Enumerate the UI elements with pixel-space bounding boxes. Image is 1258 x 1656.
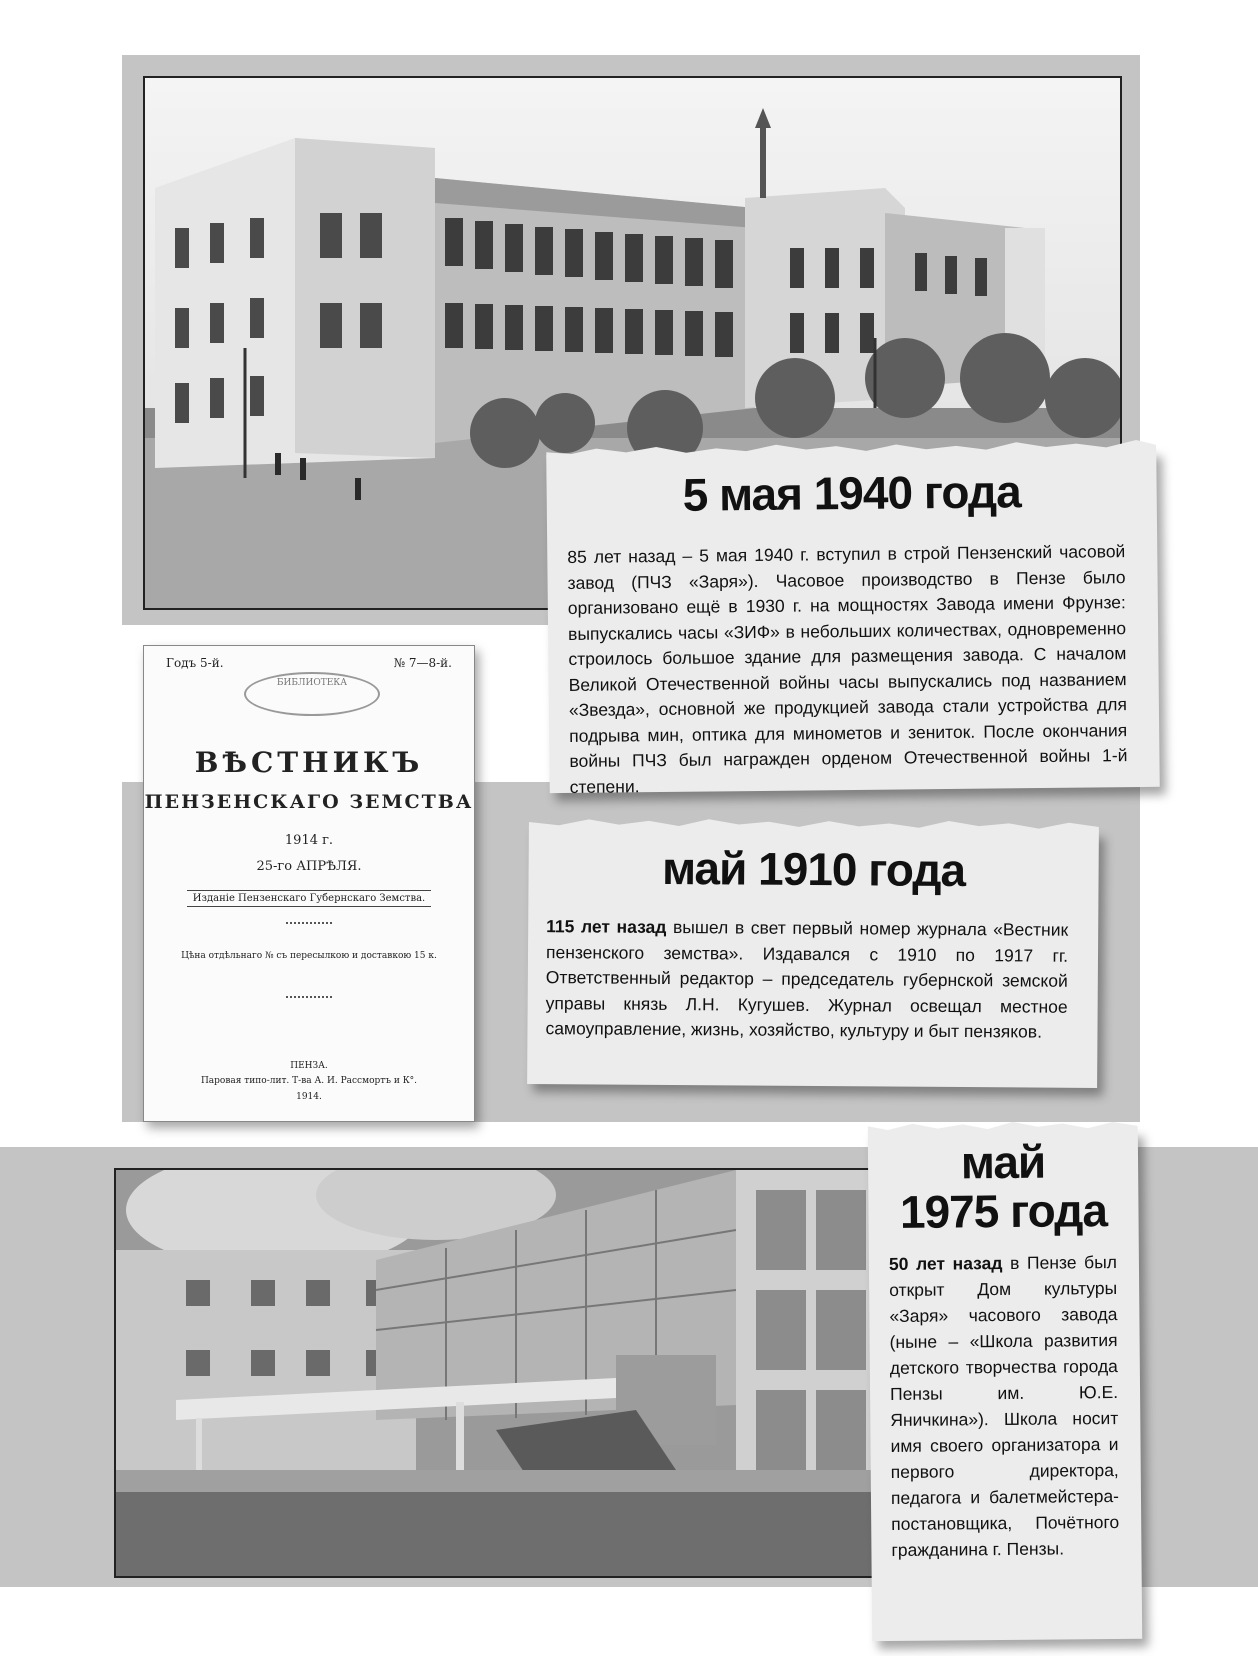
- body-1940: 85 лет назад – 5 мая 1940 г. вступил в строй Пензенский часовой завод (ПЧЗ «Заря»). Часовое производство в Пензе было организовано ещё в 1930 г. на мощностях Завода имени Фрунзе: выпускались часы «ЗИФ» в небольших количествах, одновременно строилось большое здание для размещения завода. С началом Великой Отечественной войны часы выпускались под названием «Звезда», основной же продукцией завода стали устройства для подрыва мин, оптика для минометов и зениток. После окончания войны ПЧЗ был награжден орденом Отечественной войны 1-й степени.: [567, 541, 1128, 797]
- magazine-issue-label: № 7—8-й.: [393, 656, 452, 670]
- torn-edge-decoration: [868, 1119, 1138, 1133]
- body-1975-text: в Пензе был открыт Дом культуры «Заря» часового завода (ныне – «Школа развития детского творчества города Пензы им. Ю.Е. Яничкина»). Школа носит имя своего организатора и первого директора, педагога и балетмейстера-постановщика, Почётного гражданина г. Пензы.: [889, 1252, 1120, 1560]
- magazine-publisher: [144, 886, 474, 905]
- body-1975: [869, 1249, 1142, 1563]
- magazine-year: 1914 г.: [284, 833, 334, 848]
- ornament-divider: [286, 922, 332, 924]
- lead-1975: 50 лет назад: [888, 1253, 1003, 1275]
- note-1940: [546, 449, 1160, 797]
- heading-1975-line2: 1975 года: [899, 1184, 1108, 1238]
- library-stamp: [244, 672, 380, 716]
- heading-1940: 5 мая 1940 года: [682, 465, 1021, 521]
- heading-1910: май 1910 года: [661, 841, 966, 897]
- magazine-title-line1: ВѢСТНИКЪ: [194, 746, 424, 779]
- magazine-cover: [143, 645, 475, 1122]
- lead-1910: 115 лет назад: [546, 916, 667, 937]
- magazine-city: ПЕНЗА.: [290, 1061, 328, 1071]
- note-1910: [527, 826, 1099, 1088]
- magazine-print-year: 1914.: [296, 1092, 322, 1102]
- torn-edge-decoration: [529, 816, 1099, 832]
- body-1910-text: вышел в свет первый номер журнала «Вестник пензенского земства». Издавался с 1910 по 1917 гг. Ответственный редактор – председатель губернской земской управы князь Л.Н. Кугушев. Журнал освещал местное самоуправление, жизнь, хозяйство, культуру и быт пензяков.: [545, 916, 1069, 1042]
- stamp-text: БИБЛИОТЕКА: [276, 678, 348, 688]
- magazine-price: Цѣна отдѣльнаго № съ пересылкою и доставкою 15 к.: [181, 951, 437, 961]
- publisher-text: Изданіе Пензенскаго Губернскаго Земства.: [187, 890, 431, 907]
- magazine-year-label: Годъ 5-й.: [166, 656, 224, 670]
- body-1910: [527, 914, 1098, 1045]
- note-1975: [868, 1129, 1142, 1641]
- ornament-divider-2: [286, 996, 332, 998]
- heading-1975-line1: май: [960, 1135, 1046, 1189]
- magazine-printer: Паровая типо-лит. Т-ва А. И. Рассмортъ и К°.: [200, 1076, 418, 1086]
- magazine-date: 25-го АПРѢЛЯ.: [256, 859, 362, 874]
- magazine-title-line2: ПЕНЗЕНСКАГО ЗЕМСТВА: [144, 791, 474, 813]
